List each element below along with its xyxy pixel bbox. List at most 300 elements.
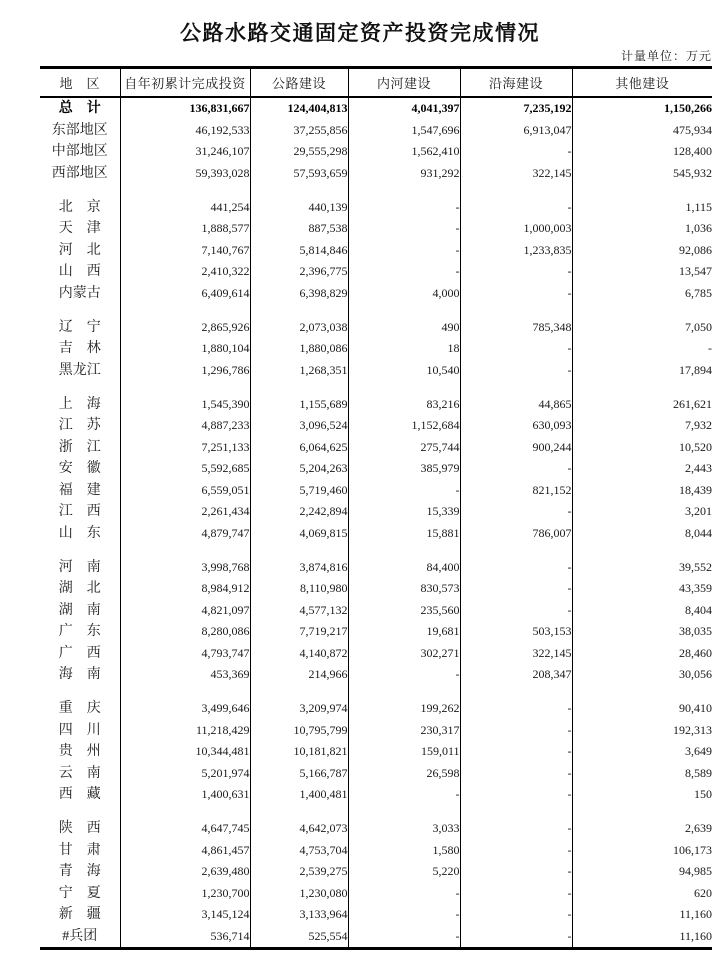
region-cell: 河 南	[40, 557, 120, 579]
value-cell: 3,874,816	[250, 557, 348, 579]
value-cell: 536,714	[120, 926, 250, 949]
spacer-cell	[250, 544, 348, 557]
region-cell: 四 川	[40, 720, 120, 742]
table-row	[40, 578, 712, 600]
table-row	[40, 338, 712, 360]
spacer-row	[40, 686, 712, 699]
region-cell: 福 建	[40, 480, 120, 502]
value-cell: -	[460, 720, 572, 742]
value-cell: -	[348, 240, 460, 262]
page-title: 公路水路交通固定资产投资完成情况	[180, 21, 540, 45]
value-cell: 11,160	[679, 928, 712, 943]
value-cell: 8,044	[685, 525, 712, 540]
value-cell: 1,545,390	[120, 394, 250, 416]
value-cell: -	[460, 763, 572, 785]
value-cell: 261,621	[673, 396, 712, 411]
region-cell: 北 京	[40, 197, 120, 219]
value-cell: 90,410	[679, 701, 712, 715]
region-cell: 江 苏	[40, 415, 120, 437]
value-cell: 57,593,659	[250, 163, 348, 185]
region-cell: #兵团	[40, 926, 120, 949]
table-row	[40, 415, 712, 437]
value-cell: 10,795,799	[250, 720, 348, 742]
table-row	[40, 818, 712, 840]
value-cell: 3,499,646	[120, 698, 250, 720]
spacer-cell	[120, 381, 250, 394]
value-cell: 7,235,192	[460, 97, 572, 120]
value-cell: 8,280,086	[120, 621, 250, 643]
spacer-row	[40, 304, 712, 317]
spacer-cell	[348, 806, 460, 819]
value-cell: 1,547,696	[348, 120, 460, 142]
value-cell: -	[460, 883, 572, 905]
table-row	[40, 163, 712, 185]
spacer-row	[40, 381, 712, 394]
region-cell: 天 津	[40, 218, 120, 240]
value-cell: 3,033	[348, 818, 460, 840]
value-cell: -	[348, 784, 460, 806]
value-cell: 6,785	[685, 285, 712, 300]
value-cell: 322,145	[460, 163, 572, 185]
spacer-cell	[40, 686, 120, 699]
value-cell: 6,913,047	[460, 120, 572, 142]
value-cell: 275,744	[348, 437, 460, 459]
spacer-cell	[40, 806, 120, 819]
table-row	[40, 458, 712, 480]
value-cell: 503,153	[460, 621, 572, 643]
region-cell: 安 徽	[40, 458, 120, 480]
unit-note: 计量单位：万元	[620, 49, 712, 63]
table-row	[40, 883, 712, 905]
region-cell: 重 庆	[40, 698, 120, 720]
table-row	[40, 600, 712, 622]
spacer-cell	[460, 304, 572, 317]
value-cell: -	[348, 664, 460, 686]
region-cell: 上 海	[40, 394, 120, 416]
spacer-cell	[250, 184, 348, 197]
value-cell: 821,152	[460, 480, 572, 502]
table-row	[40, 643, 712, 665]
value-cell: 7,719,217	[250, 621, 348, 643]
spacer-cell	[572, 686, 712, 699]
table-row	[40, 480, 712, 502]
table-body	[40, 97, 712, 949]
value-cell: 6,398,829	[250, 283, 348, 305]
value-cell: 2,865,926	[120, 317, 250, 339]
spacer-cell	[572, 304, 712, 317]
spacer-cell	[120, 304, 250, 317]
value-cell: 1,880,104	[120, 338, 250, 360]
value-cell: 545,932	[673, 165, 712, 180]
table-row	[40, 720, 712, 742]
region-cell: 西 藏	[40, 784, 120, 806]
value-cell: 4,879,747	[120, 523, 250, 545]
value-cell: -	[460, 578, 572, 600]
value-cell: 11,218,429	[120, 720, 250, 742]
value-cell: 1,580	[348, 840, 460, 862]
investment-table	[40, 66, 712, 950]
value-cell: 208,347	[460, 664, 572, 686]
value-cell: -	[460, 698, 572, 720]
value-cell: 6,409,614	[120, 283, 250, 305]
value-cell: 3,998,768	[120, 557, 250, 579]
value-cell: 4,793,747	[120, 643, 250, 665]
spacer-cell	[460, 184, 572, 197]
value-cell: 13,547	[679, 264, 712, 278]
value-cell: 830,573	[348, 578, 460, 600]
table-row	[40, 394, 712, 416]
value-cell: -	[348, 218, 460, 240]
value-cell: 15,339	[348, 501, 460, 523]
value-cell: 900,244	[460, 437, 572, 459]
value-cell: 83,216	[348, 394, 460, 416]
value-cell: 322,145	[460, 643, 572, 665]
column-header-coastal-construction: 沿海建设	[460, 68, 572, 98]
value-cell: 1,036	[685, 221, 712, 235]
value-cell: 84,400	[348, 557, 460, 579]
value-cell: 1,233,835	[460, 240, 572, 262]
value-cell: 7,251,133	[120, 437, 250, 459]
value-cell: 92,086	[679, 242, 712, 257]
table-row	[40, 283, 712, 305]
value-cell: 5,814,846	[250, 240, 348, 262]
value-cell: 2,073,038	[250, 317, 348, 339]
table-row	[40, 120, 712, 142]
value-cell: -	[460, 818, 572, 840]
value-cell: 385,979	[348, 458, 460, 480]
value-cell: 453,369	[120, 664, 250, 686]
value-cell: 43,359	[679, 581, 712, 595]
spacer-cell	[250, 806, 348, 819]
spacer-cell	[348, 544, 460, 557]
value-cell: 1,296,786	[120, 360, 250, 382]
value-cell: 230,317	[348, 720, 460, 742]
table-row	[40, 141, 712, 163]
value-cell: 4,753,704	[250, 840, 348, 862]
spacer-cell	[460, 381, 572, 394]
value-cell: 59,393,028	[120, 163, 250, 185]
value-cell: -	[460, 904, 572, 926]
value-cell: 1,150,266	[664, 101, 712, 115]
value-cell: 7,140,767	[120, 240, 250, 262]
spacer-cell	[460, 806, 572, 819]
table-row	[40, 926, 712, 949]
value-cell: 124,404,813	[250, 97, 348, 120]
value-cell: 4,041,397	[348, 97, 460, 120]
value-cell: -	[460, 360, 572, 382]
value-cell: 46,192,533	[120, 120, 250, 142]
value-cell: 44,865	[460, 394, 572, 416]
region-cell: 青 海	[40, 861, 120, 883]
value-cell: 1,400,481	[250, 784, 348, 806]
region-cell: 辽 宁	[40, 317, 120, 339]
value-cell: -	[460, 458, 572, 480]
column-header-other-construction: 其他建设	[572, 68, 712, 98]
value-cell: 3,145,124	[120, 904, 250, 926]
spacer-cell	[572, 381, 712, 394]
value-cell: 4,821,097	[120, 600, 250, 622]
value-cell: 38,035	[679, 624, 712, 638]
spacer-cell	[120, 184, 250, 197]
value-cell: -	[460, 283, 572, 305]
value-cell: 2,443	[685, 461, 712, 475]
value-cell: 4,642,073	[250, 818, 348, 840]
value-cell: 1,115	[685, 199, 712, 214]
table-row	[40, 557, 712, 579]
spacer-cell	[40, 544, 120, 557]
value-cell: -	[348, 480, 460, 502]
spacer-cell	[460, 686, 572, 699]
region-cell: 海 南	[40, 664, 120, 686]
value-cell: 37,255,856	[250, 120, 348, 142]
value-cell: 620	[694, 885, 712, 900]
value-cell: 5,204,263	[250, 458, 348, 480]
spacer-cell	[460, 544, 572, 557]
spacer-cell	[40, 381, 120, 394]
region-cell: 湖 南	[40, 600, 120, 622]
value-cell: 2,639,480	[120, 861, 250, 883]
spacer-cell	[40, 304, 120, 317]
region-cell: 浙 江	[40, 437, 120, 459]
spacer-cell	[40, 184, 120, 197]
value-cell: 4,000	[348, 283, 460, 305]
header-row	[40, 68, 712, 98]
value-cell: 2,539,275	[250, 861, 348, 883]
value-cell: 2,242,894	[250, 501, 348, 523]
value-cell: 1,268,351	[250, 360, 348, 382]
spacer-cell	[250, 686, 348, 699]
region-cell: 西部地区	[40, 163, 120, 185]
value-cell: 39,552	[679, 559, 712, 574]
value-cell: -	[348, 926, 460, 949]
region-cell: 吉 林	[40, 338, 120, 360]
value-cell: 10,181,821	[250, 741, 348, 763]
value-cell: 19,681	[348, 621, 460, 643]
value-cell: 136,831,667	[120, 97, 250, 120]
table-row	[40, 437, 712, 459]
value-cell: 1,000,003	[460, 218, 572, 240]
value-cell: -	[348, 883, 460, 905]
spacer-cell	[348, 304, 460, 317]
table-row	[40, 501, 712, 523]
value-cell: 7,050	[685, 319, 712, 334]
value-cell: 887,538	[250, 218, 348, 240]
table-row	[40, 664, 712, 686]
value-cell: 475,934	[673, 122, 712, 137]
value-cell: 192,313	[673, 722, 712, 737]
value-cell: -	[460, 741, 572, 763]
value-cell: 490	[348, 317, 460, 339]
value-cell: 94,985	[679, 864, 712, 878]
region-cell: 湖 北	[40, 578, 120, 600]
value-cell: 8,589	[685, 765, 712, 780]
value-cell: 31,246,107	[120, 141, 250, 163]
value-cell: 2,396,775	[250, 261, 348, 283]
region-cell: 广 东	[40, 621, 120, 643]
value-cell: 441,254	[120, 197, 250, 219]
spacer-cell	[120, 806, 250, 819]
value-cell: -	[348, 261, 460, 283]
table-row	[40, 197, 712, 219]
table-row	[40, 240, 712, 262]
region-cell: 东部地区	[40, 120, 120, 142]
value-cell: 7,932	[685, 418, 712, 432]
region-cell: 内蒙古	[40, 283, 120, 305]
region-cell: 中部地区	[40, 141, 120, 163]
value-cell: 1,562,410	[348, 141, 460, 163]
value-cell: 785,348	[460, 317, 572, 339]
region-cell: 广 西	[40, 643, 120, 665]
value-cell: 30,056	[679, 667, 712, 681]
value-cell: 4,577,132	[250, 600, 348, 622]
spacer-cell	[348, 381, 460, 394]
table-row	[40, 97, 712, 120]
region-cell: 陕 西	[40, 818, 120, 840]
table-row	[40, 523, 712, 545]
table-row	[40, 763, 712, 785]
region-cell: 云 南	[40, 763, 120, 785]
value-cell: 3,201	[685, 504, 712, 518]
value-cell: 1,155,689	[250, 394, 348, 416]
value-cell: 10,344,481	[120, 741, 250, 763]
table-row	[40, 261, 712, 283]
value-cell: 6,064,625	[250, 437, 348, 459]
spacer-cell	[250, 304, 348, 317]
region-cell: 新 疆	[40, 904, 120, 926]
region-cell: 宁 夏	[40, 883, 120, 905]
region-cell: 河 北	[40, 240, 120, 262]
value-cell: 5,592,685	[120, 458, 250, 480]
value-cell: 159,011	[348, 741, 460, 763]
table-row	[40, 741, 712, 763]
region-cell: 甘 肃	[40, 840, 120, 862]
value-cell: 302,271	[348, 643, 460, 665]
value-cell: -	[460, 840, 572, 862]
column-header-region: 地 区	[40, 68, 120, 98]
value-cell: 29,555,298	[250, 141, 348, 163]
value-cell: 5,201,974	[120, 763, 250, 785]
spacer-cell	[572, 544, 712, 557]
value-cell: -	[460, 557, 572, 579]
spacer-row	[40, 544, 712, 557]
value-cell: -	[460, 926, 572, 949]
value-cell: 1,880,086	[250, 338, 348, 360]
value-cell: 4,647,745	[120, 818, 250, 840]
value-cell: 1,152,684	[348, 415, 460, 437]
value-cell: 199,262	[348, 698, 460, 720]
value-cell: 26,598	[348, 763, 460, 785]
value-cell: 1,230,080	[250, 883, 348, 905]
value-cell: 1,400,631	[120, 784, 250, 806]
value-cell: 18,439	[679, 482, 712, 497]
value-cell: 235,560	[348, 600, 460, 622]
table-row	[40, 317, 712, 339]
value-cell: 214,966	[250, 664, 348, 686]
value-cell: 28,460	[679, 645, 712, 660]
value-cell: 525,554	[250, 926, 348, 949]
table-row	[40, 360, 712, 382]
value-cell: 1,888,577	[120, 218, 250, 240]
value-cell: -	[348, 197, 460, 219]
spacer-cell	[120, 544, 250, 557]
value-cell: 3,096,524	[250, 415, 348, 437]
spacer-cell	[572, 806, 712, 819]
spacer-row	[40, 184, 712, 197]
value-cell: 150	[694, 787, 712, 801]
value-cell: 106,173	[673, 842, 712, 857]
table-row	[40, 218, 712, 240]
value-cell: 5,220	[348, 861, 460, 883]
table-row	[40, 784, 712, 806]
value-cell: 4,140,872	[250, 643, 348, 665]
value-cell: 3,209,974	[250, 698, 348, 720]
value-cell: -	[460, 261, 572, 283]
value-cell: 1,230,700	[120, 883, 250, 905]
value-cell: 10,540	[348, 360, 460, 382]
region-cell: 山 东	[40, 523, 120, 545]
value-cell: -	[460, 197, 572, 219]
value-cell: 3,649	[685, 744, 712, 758]
value-cell: 10,520	[679, 439, 712, 454]
value-cell: 8,110,980	[250, 578, 348, 600]
value-cell: -	[460, 600, 572, 622]
table-row	[40, 861, 712, 883]
table-row	[40, 698, 712, 720]
value-cell: 8,984,912	[120, 578, 250, 600]
value-cell: 630,093	[460, 415, 572, 437]
value-cell: 17,894	[679, 362, 712, 377]
value-cell: -	[348, 904, 460, 926]
value-cell: 2,639	[685, 821, 712, 835]
value-cell: -	[460, 141, 572, 163]
value-cell: 5,719,460	[250, 480, 348, 502]
spacer-cell	[348, 184, 460, 197]
value-cell: -	[460, 861, 572, 883]
value-cell: 786,007	[460, 523, 572, 545]
region-cell: 贵 州	[40, 741, 120, 763]
region-cell: 总 计	[40, 97, 120, 120]
value-cell: -	[460, 784, 572, 806]
region-cell: 江 西	[40, 501, 120, 523]
table-row	[40, 904, 712, 926]
value-cell: 18	[348, 338, 460, 360]
value-cell: 440,139	[250, 197, 348, 219]
spacer-cell	[250, 381, 348, 394]
value-cell: 3,133,964	[250, 904, 348, 926]
value-cell: -	[460, 501, 572, 523]
value-cell: -	[460, 338, 572, 360]
spacer-cell	[348, 686, 460, 699]
table-row	[40, 621, 712, 643]
region-cell: 黑龙江	[40, 360, 120, 382]
value-cell: 4,861,457	[120, 840, 250, 862]
column-header-cumulative-investment: 自年初累计完成投资	[120, 68, 250, 98]
value-cell: 4,069,815	[250, 523, 348, 545]
table-row	[40, 840, 712, 862]
value-cell: 2,261,434	[120, 501, 250, 523]
region-cell: 山 西	[40, 261, 120, 283]
value-cell: 8,404	[685, 602, 712, 617]
value-cell: 128,400	[673, 144, 712, 158]
value-cell: 11,160	[679, 907, 712, 921]
value-cell: 4,887,233	[120, 415, 250, 437]
value-cell: 2,410,322	[120, 261, 250, 283]
value-cell: -	[708, 341, 712, 355]
value-cell: 931,292	[348, 163, 460, 185]
spacer-cell	[572, 184, 712, 197]
value-cell: 5,166,787	[250, 763, 348, 785]
value-cell: 6,559,051	[120, 480, 250, 502]
